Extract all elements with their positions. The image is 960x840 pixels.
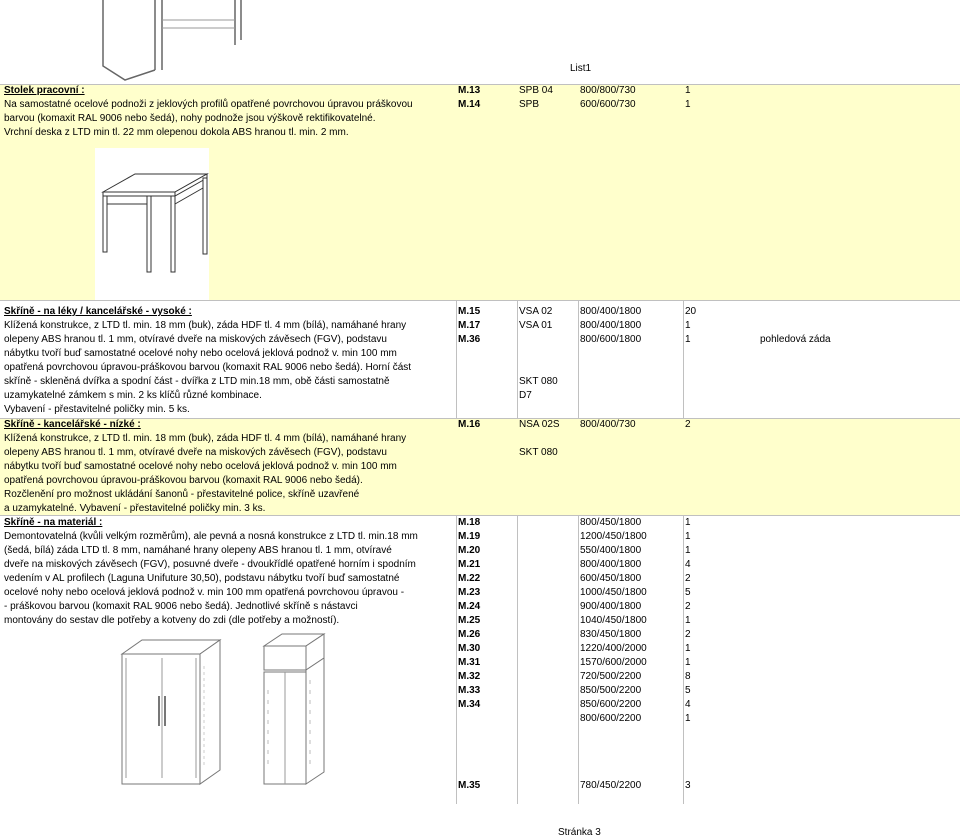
description-line: ocelové nohy nebo ocelová jeklová podnož v. min 100 mm opatřená povrchovou úpravou -: [4, 587, 405, 598]
item-quantity: 1: [685, 99, 691, 110]
description-line: vedením v AL profilech (Laguna Unifuture 30,50), podstavu nábytku tvoří buď samostatné: [4, 573, 400, 584]
item-code: M.32: [458, 671, 481, 682]
item-dimensions: 720/500/2200: [580, 671, 642, 682]
item-code: M.20: [458, 545, 481, 556]
item-quantity: 1: [685, 713, 691, 724]
item-quantity: 1: [685, 657, 691, 668]
description-line: - práškovou barvou (komaxit RAL 9006 nebo šedá). Jednotlivé skříně s nástavci: [4, 601, 358, 612]
item-quantity: 1: [685, 615, 691, 626]
item-code: M.13: [458, 85, 481, 96]
item-dimensions: 780/450/2200: [580, 780, 642, 791]
description-line: olepeny ABS hranou tl. 1 mm, otvíravé dveře na miskových závěsech (FGV), podstavu: [4, 334, 387, 345]
item-quantity: 1: [685, 320, 691, 331]
item-quantity: 1: [685, 545, 691, 556]
item-quantity: 2: [685, 419, 691, 430]
item-dimensions: 850/500/2200: [580, 685, 642, 696]
item-type: SKT 080: [519, 376, 558, 387]
item-code: M.18: [458, 517, 481, 528]
description-line: uzamykatelné zámkem s min. 2 ks klíčů různé kombinace.: [4, 390, 262, 401]
item-dimensions: 830/450/1800: [580, 629, 642, 640]
description-line: Vrchní deska z LTD min tl. 22 mm olepenou dokola ABS hranou tl. min. 2 mm.: [4, 127, 349, 138]
description-line: a uzamykatelné. Vybavení - přestavitelné poličky min. 3 ks.: [4, 503, 266, 514]
item-dimensions: 800/400/1800: [580, 320, 642, 331]
item-quantity: 5: [685, 587, 691, 598]
item-type: SKT 080: [519, 447, 558, 458]
item-quantity: 4: [685, 559, 691, 570]
description-line: olepeny ABS hranou tl. 1 mm, otvíravé dveře na miskových závěsech (FGV), podstavu: [4, 447, 387, 458]
item-code: M.24: [458, 601, 481, 612]
description-line: skříně - skleněná dvířka a spodní část - dvířka z LTD min.18 mm, obě části samostatně: [4, 376, 390, 387]
sliding-door-cabinet-illustration: [112, 636, 222, 788]
item-dimensions: 800/400/730: [580, 419, 636, 430]
section-title: Skříně - na léky / kancelářské - vysoké :: [4, 306, 192, 317]
item-type: SPB 04: [519, 85, 553, 96]
item-dimensions: 800/400/1800: [580, 559, 642, 570]
item-code: M.36: [458, 334, 481, 345]
item-dimensions: 800/800/730: [580, 85, 636, 96]
description-line: Klížená konstrukce, z LTD tl. min. 18 mm (buk), záda HDF tl. 4 mm (bílá), namáhané hrany: [4, 320, 407, 331]
description-line: opatřená povrchovou úpravou-práškovou barvou (komaxit RAL 9006 nebo šedá). Horní část: [4, 362, 412, 373]
section-title: Skříně - na materiál :: [4, 517, 103, 528]
item-code: M.34: [458, 699, 481, 710]
item-quantity: 20: [685, 306, 697, 317]
item-dimensions: 600/450/1800: [580, 573, 642, 584]
description-line: montovány do sestav dle potřeby a kotveny do zdi (dle potřeby a možností).: [4, 615, 340, 626]
item-code: M.21: [458, 559, 481, 570]
item-quantity: 1: [685, 643, 691, 654]
item-quantity: 1: [685, 531, 691, 542]
item-type: VSA 01: [519, 320, 553, 331]
description-line: Vybavení - přestavitelné poličky min. 5 ks.: [4, 404, 190, 415]
item-code: M.33: [458, 685, 481, 696]
description-line: (šedá, bílá) záda LTD tl. 8 mm, namáhané hrany olepeny ABS hranou tl. 1 mm, otvíravé: [4, 545, 392, 556]
item-dimensions: 850/600/2200: [580, 699, 642, 710]
item-quantity: 5: [685, 685, 691, 696]
item-code: M.16: [458, 419, 481, 430]
item-quantity: 2: [685, 573, 691, 584]
item-quantity: 1: [685, 334, 691, 345]
item-code: M.19: [458, 531, 481, 542]
item-dimensions: 550/400/1800: [580, 545, 642, 556]
item-dimensions: 800/600/1800: [580, 334, 642, 345]
section-title: Stolek pracovní :: [4, 85, 85, 96]
item-dimensions: 1000/450/1800: [580, 587, 647, 598]
item-code: M.35: [458, 780, 481, 791]
item-dimensions: 900/400/1800: [580, 601, 642, 612]
description-line: Klížená konstrukce, z LTD tl. min. 18 mm (buk), záda HDF tl. 4 mm (bílá), namáhané hrany: [4, 433, 407, 444]
description-line: nábytku tvoří buď samostatné ocelové nohy nebo ocelová jeklová podnož v. min 100 mm: [4, 461, 397, 472]
item-dimensions: 800/600/2200: [580, 713, 642, 724]
item-type: VSA 02: [519, 306, 553, 317]
item-quantity: 8: [685, 671, 691, 682]
item-quantity: 2: [685, 601, 691, 612]
item-quantity: 1: [685, 85, 691, 96]
sheet-name: List1: [570, 63, 592, 74]
page-footer: Stránka 3: [558, 827, 601, 838]
item-quantity: 1: [685, 517, 691, 528]
item-code: M.17: [458, 320, 481, 331]
desk-top-sketch: [95, 0, 245, 84]
item-dimensions: 1200/450/1800: [580, 531, 647, 542]
item-quantity: 4: [685, 699, 691, 710]
item-type: D7: [519, 390, 532, 401]
item-code: M.22: [458, 573, 481, 584]
item-quantity: 3: [685, 780, 691, 791]
item-note: pohledová záda: [760, 334, 831, 345]
item-dimensions: 800/400/1800: [580, 306, 642, 317]
table-illustration: [95, 148, 209, 300]
description-line: Na samostatné ocelové podnoži z jeklových profilů opatřené povrchovou úpravou práškovou: [4, 99, 413, 110]
description-line: Rozčlenění pro možnost ukládání šanonů - přestavitelné police, skříně uzavřené: [4, 489, 360, 500]
item-quantity: 2: [685, 629, 691, 640]
section-title: Skříně - kancelářské - nízké :: [4, 419, 141, 430]
item-code: M.26: [458, 629, 481, 640]
description-line: barvou (komaxit RAL 9006 nebo šedá), nohy podnože jsou výškově rektifikovatelné.: [4, 113, 376, 124]
item-dimensions: 1220/400/2000: [580, 643, 647, 654]
item-code: M.14: [458, 99, 481, 110]
item-dimensions: 600/600/730: [580, 99, 636, 110]
item-dimensions: 1570/600/2000: [580, 657, 647, 668]
item-code: M.23: [458, 587, 481, 598]
description-line: dveře na miskových závěsech (FGV), posuvné dveře - dvoukřídlé opatřené horním i spodním: [4, 559, 416, 570]
description-line: nábytku tvoří buď samostatné ocelové nohy nebo ocelová jeklová podnož v. min 100 mm: [4, 348, 397, 359]
description-line: Demontovatelná (kvůli velkým rozměrům), ale pevná a nosná konstrukce z LTD tl. min.18 mm: [4, 531, 418, 542]
item-code: M.15: [458, 306, 481, 317]
tall-cabinet-illustration: [252, 630, 332, 790]
item-type: NSA 02S: [519, 419, 560, 430]
item-dimensions: 800/450/1800: [580, 517, 642, 528]
item-type: SPB: [519, 99, 540, 110]
item-code: M.31: [458, 657, 481, 668]
item-code: M.25: [458, 615, 481, 626]
item-dimensions: 1040/450/1800: [580, 615, 647, 626]
description-line: opatřená povrchovou úpravou-práškovou barvou (komaxit RAL 9006 nebo šedá).: [4, 475, 363, 486]
item-code: M.30: [458, 643, 481, 654]
